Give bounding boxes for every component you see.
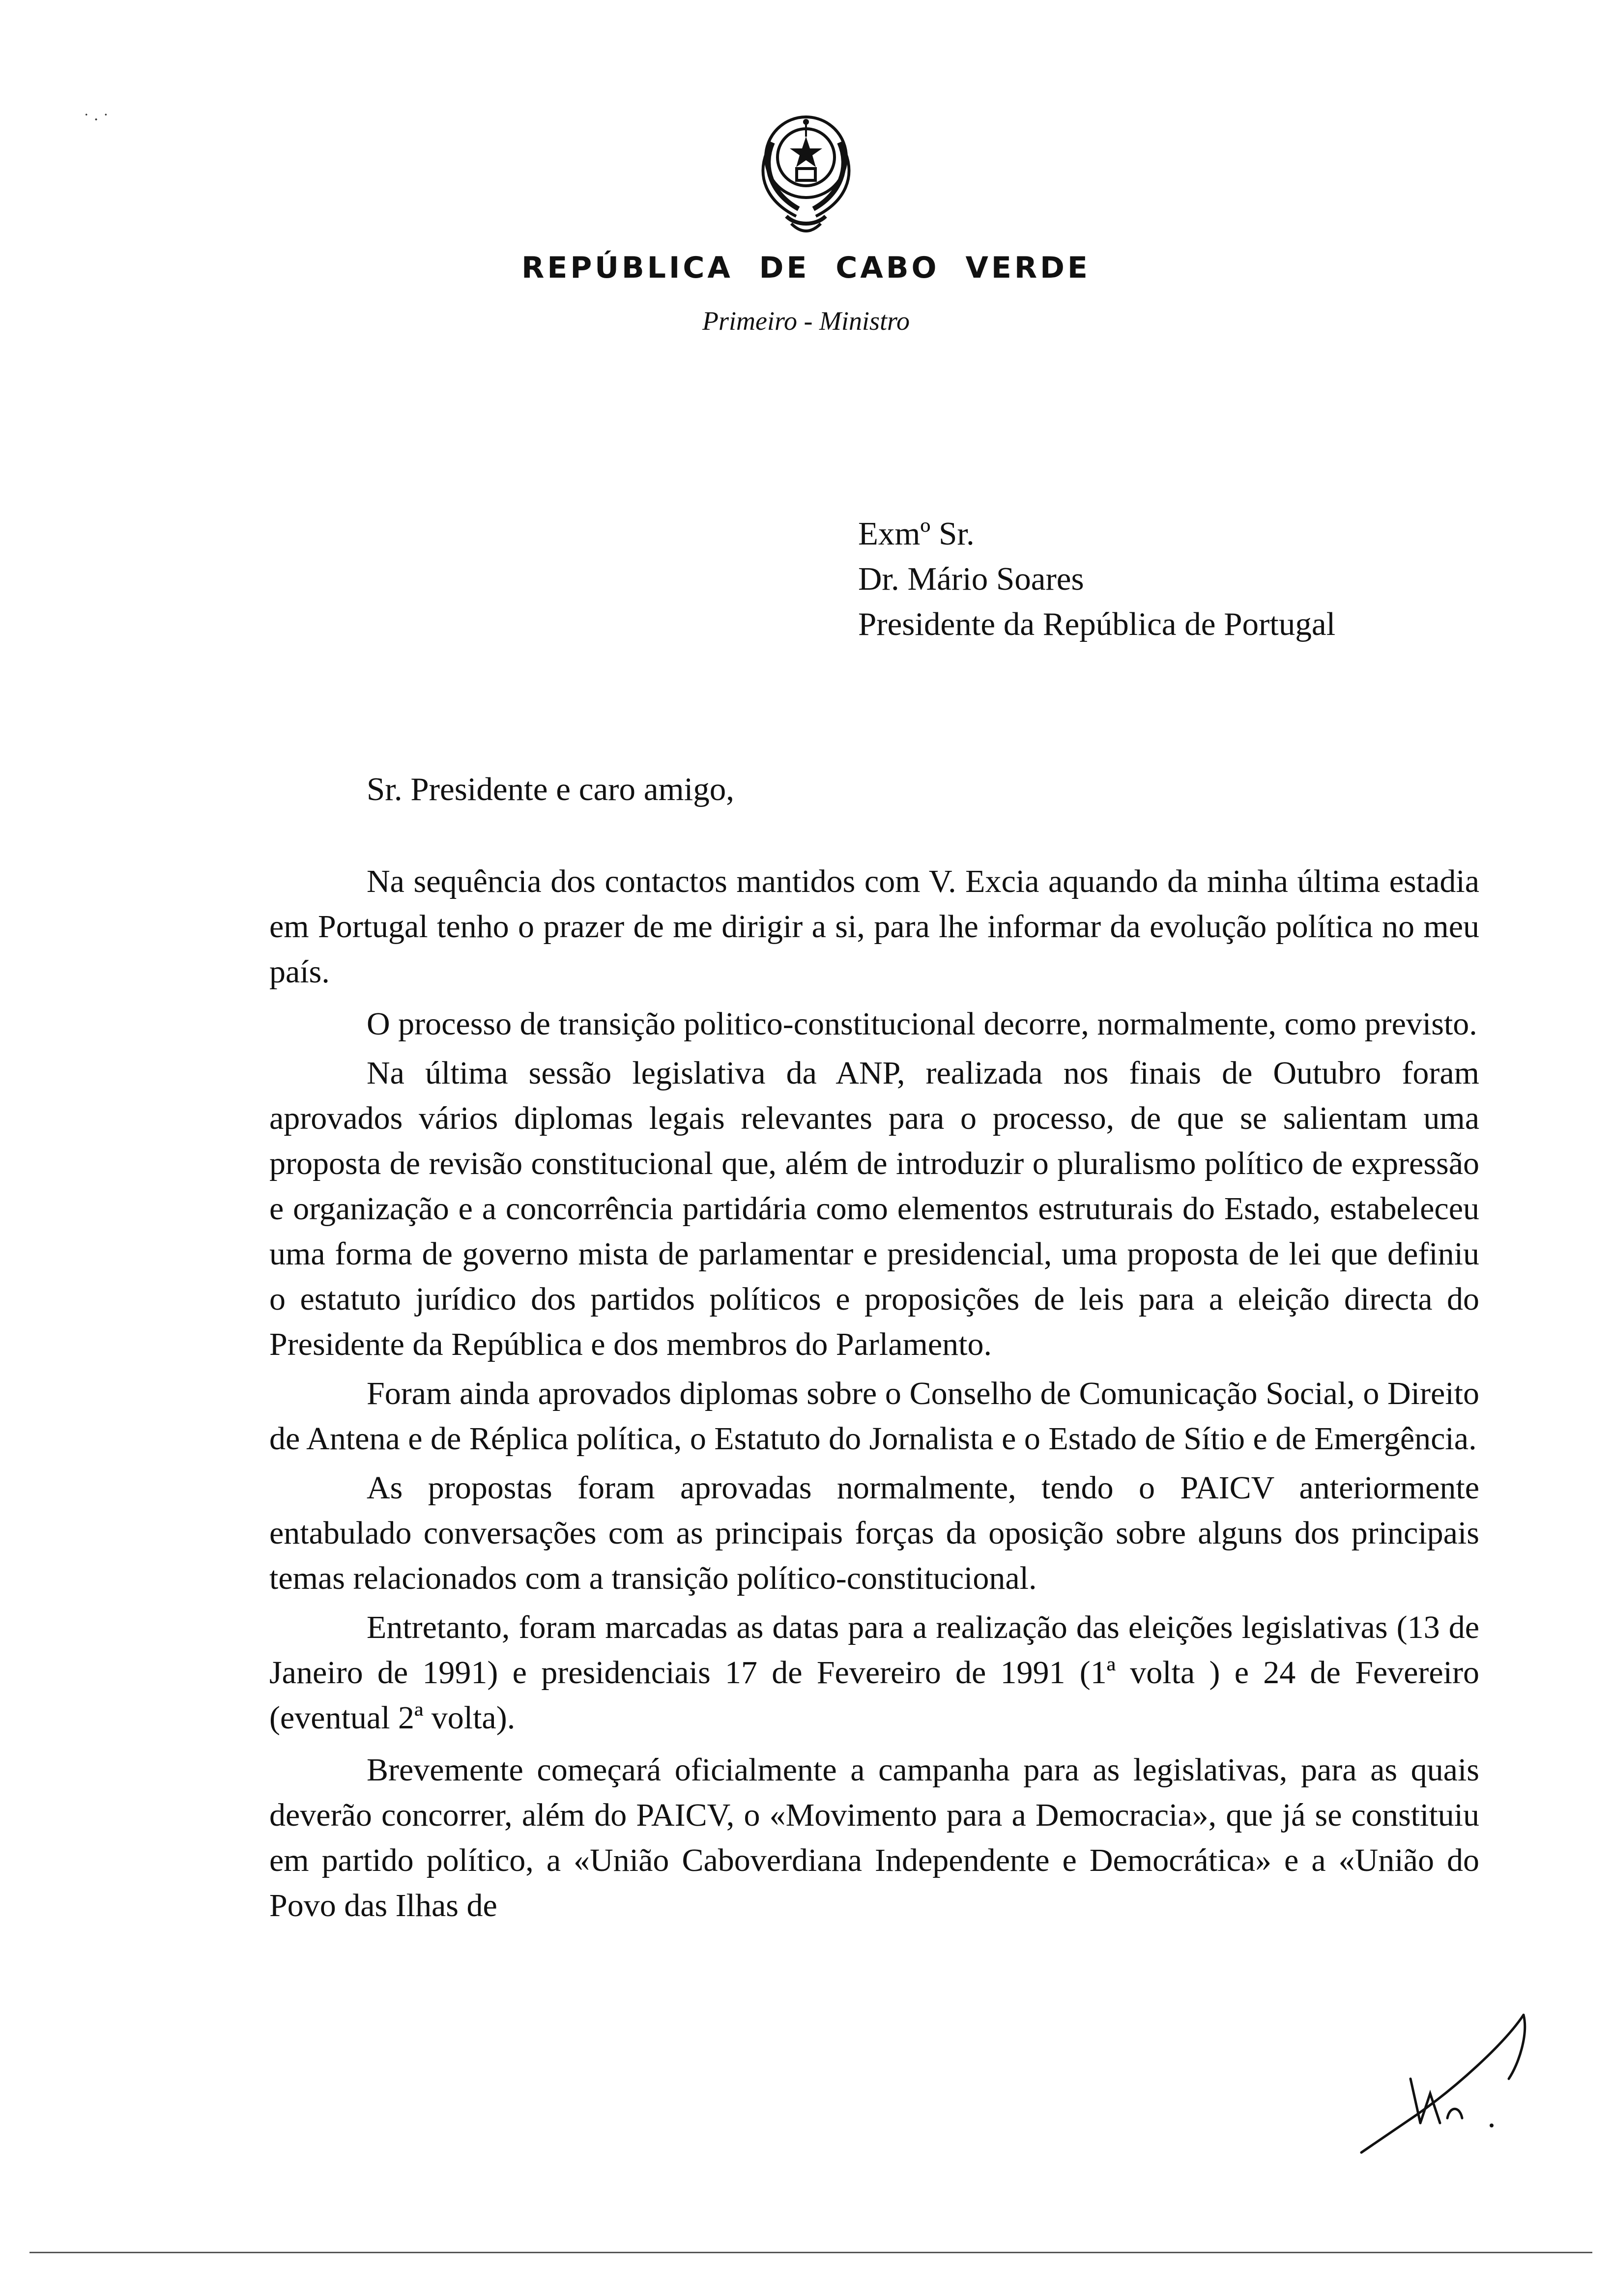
paragraph: O processo de transição politico-constitucional decorre, normalmente, como previsto. (367, 1006, 1477, 1042)
paragraph: Na sequência dos contactos mantidos com V. Excia aquando da minha última estadia em Portugal tenho o prazer de me dirigir a si, para lhe informar da evolução política no meu país. (269, 863, 1479, 990)
paragraph: Na última sessão legislativa da ANP, realizada nos finais de Outubro foram aprovados vários diplomas legais relevantes para o processo, de que se salientam uma proposta de revisão constitucional que, além de introduzir o pluralismo político de expressão e organização e a concorrência partidária como elementos estruturais do Estado, estabeleceu uma forma de governo mista de parlamentar e presidencial, uma proposta de lei que definiu o estatuto jurídico dos partidos políticos e proposições de leis para a eleição directa do Presidente da República e dos membros do Parlamento. (269, 1055, 1479, 1362)
recipient-position: Presidente da República de Portugal (858, 606, 1336, 642)
salutation: Sr. Presidente e caro amigo, (367, 771, 734, 807)
recipient-name: Dr. Mário Soares (858, 561, 1084, 597)
paragraph: As propostas foram aprovadas normalmente, tendo o PAICV anteriormente entabulado conversações com as principais forças da oposição sobre alguns dos principais temas relacionados com a transição político-constitucional. (269, 1470, 1479, 1596)
paragraph: Entretanto, foram marcadas as datas para a realização das eleições legislativas (13 de Janeiro de 1991) e presidenciais 17 de Fevereiro de 1991 (1ª volta ) e 24 de Fevereiro (eventual 2ª volta). (269, 1609, 1479, 1736)
scan-marks: ˙ · ˙ (84, 111, 109, 129)
handwritten-initials-icon (1356, 1995, 1533, 2162)
recipient-block (858, 511, 1335, 647)
paragraph: Brevemente começará oficialmente a campanha para as legislativas, para as quais deverão concorrer, além do PAICV, o «Movimento para a Democracia», que já se constituiu em partido político, a «União Caboverdiana Independente e Democrática» e a «União do Povo das Ilhas de (269, 1752, 1479, 1923)
page-bottom-divider (29, 2252, 1592, 2253)
letterhead-office: Primeiro - Ministro (702, 306, 910, 336)
recipient-title: Exmº Sr. (858, 516, 975, 552)
letterhead-republic: REPÚBLICA DE CABO VERDE (521, 251, 1091, 285)
paragraph: Foram ainda aprovados diplomas sobre o Conselho de Comunicação Social, o Direito de Antena e de Réplica política, o Estatuto do Jornalista e o Estado de Sítio e de Emergência. (269, 1376, 1479, 1457)
letter-body (269, 859, 1479, 1932)
coat-of-arms-icon (732, 93, 880, 241)
